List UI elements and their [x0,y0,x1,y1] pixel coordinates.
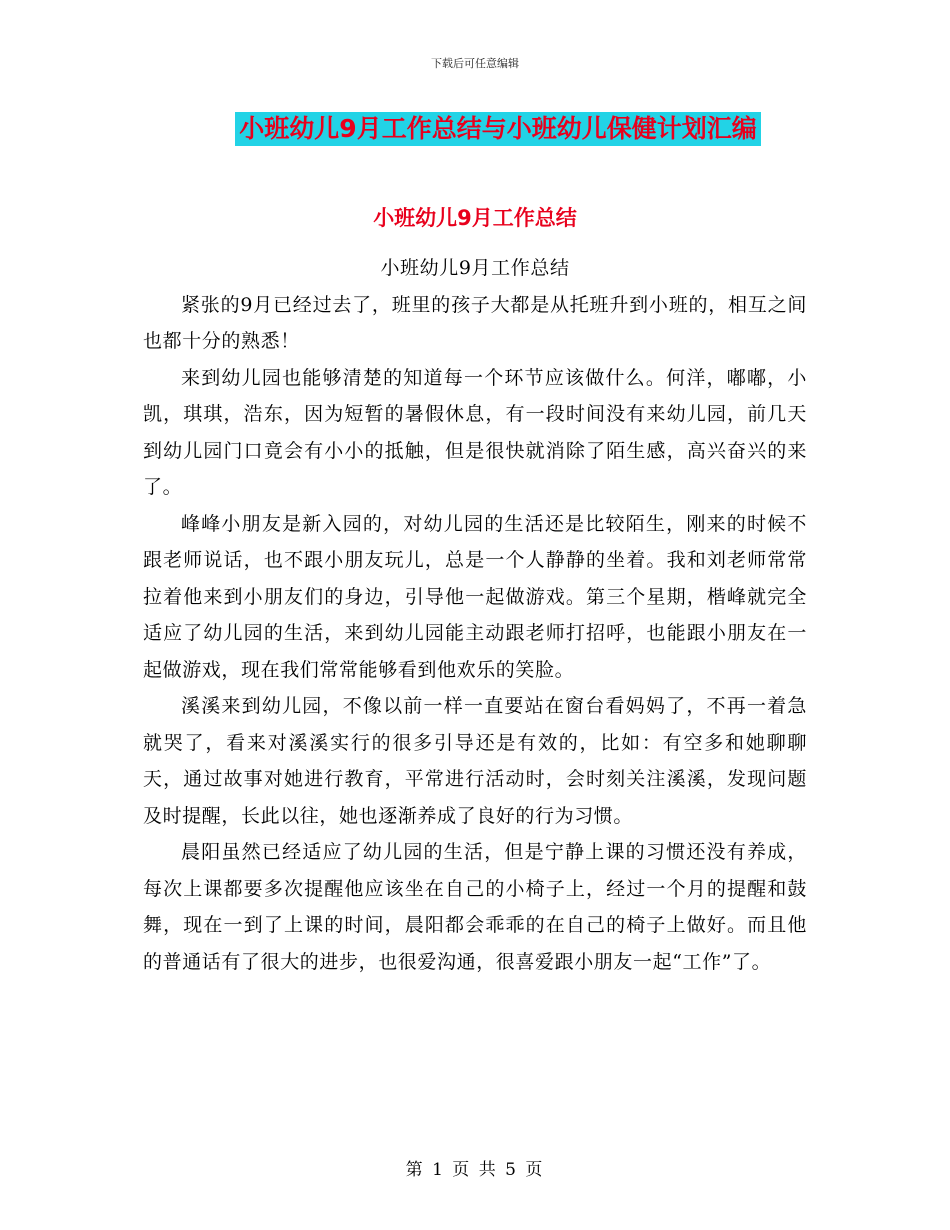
paragraph-4: 溪溪来到幼儿园，不像以前一样一直要站在窗台看妈妈了，不再一着急就哭了，看来对溪溪实行的很多引导还是有效的，比如：有空多和她聊聊天，通过故事对她进行教育，平常进行活动时，会时刻关注溪溪，发现问题及时提醒，长此以往，她也逐渐养成了良好的行为习惯。 [143,695,807,827]
paragraph-5: 晨阳虽然已经适应了幼儿园的生活，但是宁静上课的习惯还没有养成，每次上课都要多次提醒他应该坐在自己的小椅子上，经过一个月的提醒和鼓舞，现在一到了上课的时间，晨阳都会乖乖的在自己的椅子上做好。而且他的普通话有了很大的进步，也很爱沟通，很喜爱跟小朋友一起“工作”了。 [143,841,807,973]
document-body [143,250,807,980]
paragraph-2: 来到幼儿园也能够清楚的知道每一个环节应该做什么。何洋，嘟嘟，小凯，琪琪，浩东，因为短暂的暑假休息，有一段时间没有来幼儿园，前几天到幼儿园门口竟会有小小的抵触，但是很快就消除了陌生感，高兴奋兴的来了。 [143,366,807,498]
subtitle: 小班幼儿9月工作总结 [380,257,570,279]
section-title: 小班幼儿9月工作总结 [373,206,577,230]
main-title: 小班幼儿9月工作总结与小班幼儿保健计划汇编 [235,112,760,146]
page-number-footer: 第 1 页 共 5 页 [405,1160,545,1180]
paragraph-1: 紧张的9月已经过去了，班里的孩子大都是从托班升到小班的，相互之间也都十分的熟悉！ [143,293,807,352]
main-title-container [0,112,950,146]
header-note: 下载后可任意编辑 [431,57,519,70]
paragraph-3: 峰峰小朋友是新入园的，对幼儿园的生活还是比较陌生，刚来的时候不跟老师说话，也不跟小朋友玩儿，总是一个人静静的坐着。我和刘老师常常拉着他来到小朋友们的身边，引导他一起做游戏。第三个星期，楷峰就完全适应了幼儿园的生活，来到幼儿园能主动跟老师打招呼，也能跟小朋友在一起做游戏，现在我们常常能够看到他欢乐的笑脸。 [143,512,807,681]
